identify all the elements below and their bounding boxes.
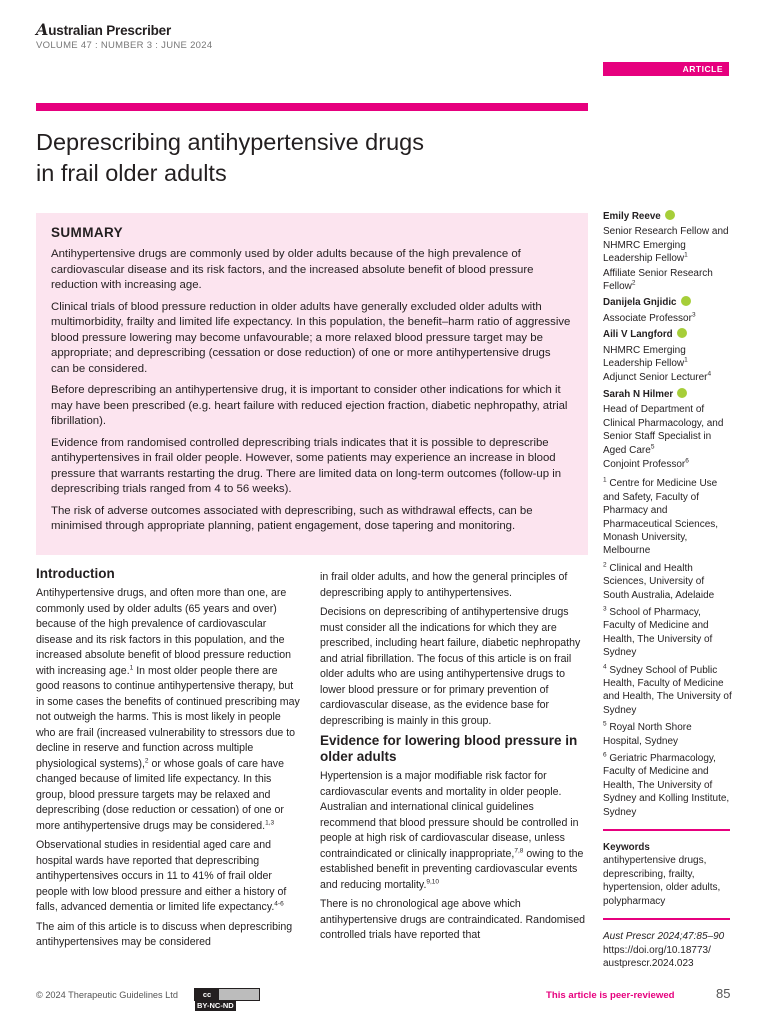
affiliation-number: 4 xyxy=(603,663,607,671)
body-paragraph xyxy=(36,586,301,834)
affiliation-marker: 3 xyxy=(691,311,696,319)
author-name-text: Emily Reeve xyxy=(603,211,661,222)
summary-box xyxy=(36,213,588,555)
text-run: Antihypertensive drugs, and often more than one, are commonly used by older adults (65 years and over) because of the high prevalence of cardiovascular disease and its risk factors in this population, and the increased absolute benefit of blood pressure reduction with increasing age. xyxy=(36,587,292,677)
author-block xyxy=(603,388,733,471)
author-block xyxy=(603,210,733,293)
masthead xyxy=(36,22,212,51)
affiliation-item xyxy=(603,606,733,660)
text-run: In most older people there are good reasons to continue antihypertensive therapy, but in some cases the benefits of continued prescribing may not outweigh the harms. This is most likely in people who are frail (increased vulnerability to stressors due to decline in reserve and function across multiple physiological systems), xyxy=(36,664,300,770)
citation-ref[interactable]: 1,3 xyxy=(265,818,275,826)
affiliation-marker: 1 xyxy=(684,356,688,364)
orcid-icon[interactable] xyxy=(677,328,687,338)
doi-link[interactable]: https://doi.org/10.18773/ austprescr.2024.023 xyxy=(603,944,711,969)
orcid-icon[interactable] xyxy=(677,388,687,398)
body-column-middle xyxy=(320,570,585,948)
author-role-text: Associate Professor xyxy=(603,312,692,324)
text-run: Observational studies in residential aged care and hospital wards have reported that deprescribing antihypertensives occurs in 11 to 41% of frail older people with low blood pressure and either a history of falls, advanced dementia or limited life expectancy. xyxy=(36,839,287,913)
keywords-text: antihypertensive drugs, deprescribing, frailty, hypertension, older adults, polypharmacy xyxy=(603,855,721,907)
text-run: Hypertension is a major modifiable risk factor for cardiovascular events and mortality in older people. Australian and international clinical guidelines recommend that blood pressure should be controlled in people at high risk of cardiovascular disease, unless contraindicated or clinically inappropriate, xyxy=(320,770,579,860)
brand-name: ustralian Prescriber xyxy=(48,23,172,38)
author-name xyxy=(603,296,733,309)
sidebar-rule xyxy=(603,829,730,831)
author-name xyxy=(603,328,733,341)
summary-paragraph: Clinical trials of blood pressure reduction in older adults have generally excluded older adults with multimorbidity, frailty and limited life expectancy. In this population, the benefit–harm ratio of aggressive blood pressure lowering may become unfavourable; a more relaxed blood pressure target may be appropriate; and deprescribing (cessation or dose reduction) of one or more antihypertensive drugs can be considered. xyxy=(51,300,571,375)
author-name xyxy=(603,388,733,401)
affiliation-marker: 4 xyxy=(707,371,712,379)
body-paragraph xyxy=(320,769,585,893)
affiliation-item xyxy=(603,721,733,748)
title-line-1: Deprescribing antihypertensive drugs xyxy=(36,129,424,155)
affiliation-number: 3 xyxy=(603,605,607,613)
affiliation-text: Sydney School of Public Health, Faculty of Medicine and Health, The University of Sydney xyxy=(603,664,732,716)
affiliation-text: School of Pharmacy, Faculty of Medicine and Health, The University of Sydney xyxy=(603,606,713,659)
summary-paragraph: Antihypertensive drugs are commonly used by older adults because of the high prevalence of cardiovascular disease and its risk factors, and the increased absolute benefit of blood pressure reduction with increasing age. xyxy=(51,248,534,291)
body-paragraph: Decisions on deprescribing of antihypertensive drugs must consider all the indications for which they are prescribed, including heart failure, diabetic nephropathy and atrial fibrillation. The focus of this article is on frail older adults who are using antihypertensive drugs to lower blood pressure or for primary prevention of cardiovascular disease, as the evidence base for deprescribing is mainly in this group. xyxy=(320,606,581,727)
author-role xyxy=(603,267,733,294)
sidebar-rule xyxy=(603,918,730,920)
affiliation-text: Clinical and Health Sciences, University of South Australia, Adelaide xyxy=(603,562,715,601)
summary-heading: SUMMARY xyxy=(51,225,124,240)
author-role xyxy=(603,403,733,457)
brand-swash-letter: A xyxy=(36,20,49,39)
author-role-text: NHMRC Emerging Leadership Fellow xyxy=(603,344,686,370)
author-block xyxy=(603,296,733,325)
affiliation-item xyxy=(603,562,733,602)
citation-ref[interactable]: 1 xyxy=(129,663,134,671)
section-heading-evidence: Evidence for lowering blood pressure in older adults xyxy=(320,733,578,764)
author-name-text: Danijela Gnjidic xyxy=(603,297,677,309)
summary-paragraph: Evidence from randomised controlled deprescribing trials indicates that it is possible to deprescribe antihypertensives in frail older people. However, some patients may experience an increase in blood pressure that warrants restarting the drug. There are limited data on long-term outcomes (follow-up in deprescribing trials ranged from 4 to 56 weeks). xyxy=(51,436,562,495)
page-footer xyxy=(36,986,732,1010)
citation-ref[interactable]: 4-6 xyxy=(274,900,284,908)
author-role-text: Head of Department of Clinical Pharmacology, and Senior Staff Specialist in Aged Care xyxy=(603,404,724,456)
orcid-icon[interactable] xyxy=(681,296,691,306)
author-sidebar xyxy=(603,210,733,970)
affiliation-number: 5 xyxy=(603,720,607,728)
affiliation-text: Centre for Medicine Use and Safety, Faculty of Pharmacy and Pharmaceutical Sciences, Monash University, Melbourne xyxy=(603,478,719,557)
article-type-tag: ARTICLE xyxy=(603,62,729,76)
author-role xyxy=(603,458,733,471)
affiliation-text: Geriatric Pharmacology, Faculty of Medicine and Health, The University of Sydney and Kolling Institute, Sydney xyxy=(603,753,730,818)
author-name-text: Aili V Langford xyxy=(603,329,673,341)
license-label: BY-NC-ND xyxy=(197,1001,234,1010)
author-role xyxy=(603,371,733,384)
affiliation-number: 2 xyxy=(603,561,607,569)
author-role-text: Affiliate Senior Research Fellow xyxy=(603,267,713,293)
page-number: 85 xyxy=(716,986,731,1001)
affiliation-marker: 5 xyxy=(650,443,655,451)
author-name-text: Sarah N Hilmer xyxy=(603,388,674,400)
affiliation-marker: 6 xyxy=(685,457,689,465)
author-role-text: Conjoint Professor xyxy=(603,458,686,470)
affiliation-number: 1 xyxy=(603,476,607,484)
citation-ref[interactable]: 2 xyxy=(144,756,149,764)
section-heading-introduction: Introduction xyxy=(36,566,115,581)
copyright-text: © 2024 Therapeutic Guidelines Ltd xyxy=(36,990,178,1000)
affiliation-marker: 2 xyxy=(631,279,636,287)
author-role-text: Senior Research Fellow and NHMRC Emerging Leadership Fellow xyxy=(603,226,729,265)
body-paragraph xyxy=(36,838,301,916)
author-name xyxy=(603,210,733,223)
body-paragraph: The aim of this article is to discuss when deprescribing antihypertensives may be considered xyxy=(36,920,293,948)
article-title xyxy=(36,127,576,189)
author-role-text: Adjunct Senior Lecturer xyxy=(603,372,708,384)
affiliation-text: Royal North Shore Hospital, Sydney xyxy=(603,722,692,747)
summary-paragraph: The risk of adverse outcomes associated with deprescribing, such as withdrawal effects, can be minimised through appropriate planning, patient engagement, dose tapering and monitoring. xyxy=(51,504,533,532)
author-block xyxy=(603,328,733,385)
text-run: or whose goals of care have changed because of limited life expectancy. In this group, blood pressure targets may be relaxed and deprescribing (dose reduction or cessation) of one or more antihypertensive drugs may be considered. xyxy=(36,757,284,832)
creative-commons-badge[interactable] xyxy=(194,988,260,1010)
journal-brand xyxy=(36,22,212,38)
affiliation-marker: 1 xyxy=(684,251,688,259)
title-line-2: in frail older adults xyxy=(36,160,227,186)
citation-ref[interactable]: 9,10 xyxy=(426,877,440,885)
body-paragraph: There is no chronological age above which antihypertensive drugs are contraindicated. Randomised controlled trials have reported that xyxy=(320,898,585,941)
title-rule xyxy=(36,103,588,111)
journal-citation: Aust Prescr 2024;47:85–90 xyxy=(603,931,725,943)
orcid-icon[interactable] xyxy=(665,210,675,220)
issue-line: VOLUME 47 : NUMBER 3 : JUNE 2024 xyxy=(36,40,213,51)
affiliation-item xyxy=(603,477,733,557)
author-role xyxy=(603,225,733,265)
author-role xyxy=(603,344,733,371)
keywords-heading: Keywords xyxy=(603,842,650,854)
affiliation-list xyxy=(603,477,733,819)
peer-review-note: This article is peer-reviewed xyxy=(546,990,675,1001)
body-column-left xyxy=(36,566,301,955)
affiliation-number: 6 xyxy=(603,751,607,759)
text-run: owing to the established benefit in preventing cardiovascular events and reducing mortality. xyxy=(320,847,584,891)
cc-logo-icon: cc xyxy=(195,989,219,1000)
citation-block xyxy=(603,930,733,970)
citation-ref[interactable]: 7,8 xyxy=(514,846,524,854)
author-role xyxy=(603,312,733,325)
affiliation-item xyxy=(603,664,733,718)
affiliation-item xyxy=(603,752,733,819)
summary-paragraph: Before deprescribing an antihypertensive drug, it is important to consider other indications for which it may have been prescribed (e.g. heart failure with reduced ejection fraction, diabetic nephropathy, atrial fibrillation). xyxy=(51,384,568,427)
body-paragraph: in frail older adults, and how the general principles of deprescribing apply to antihypertensives. xyxy=(320,571,568,599)
